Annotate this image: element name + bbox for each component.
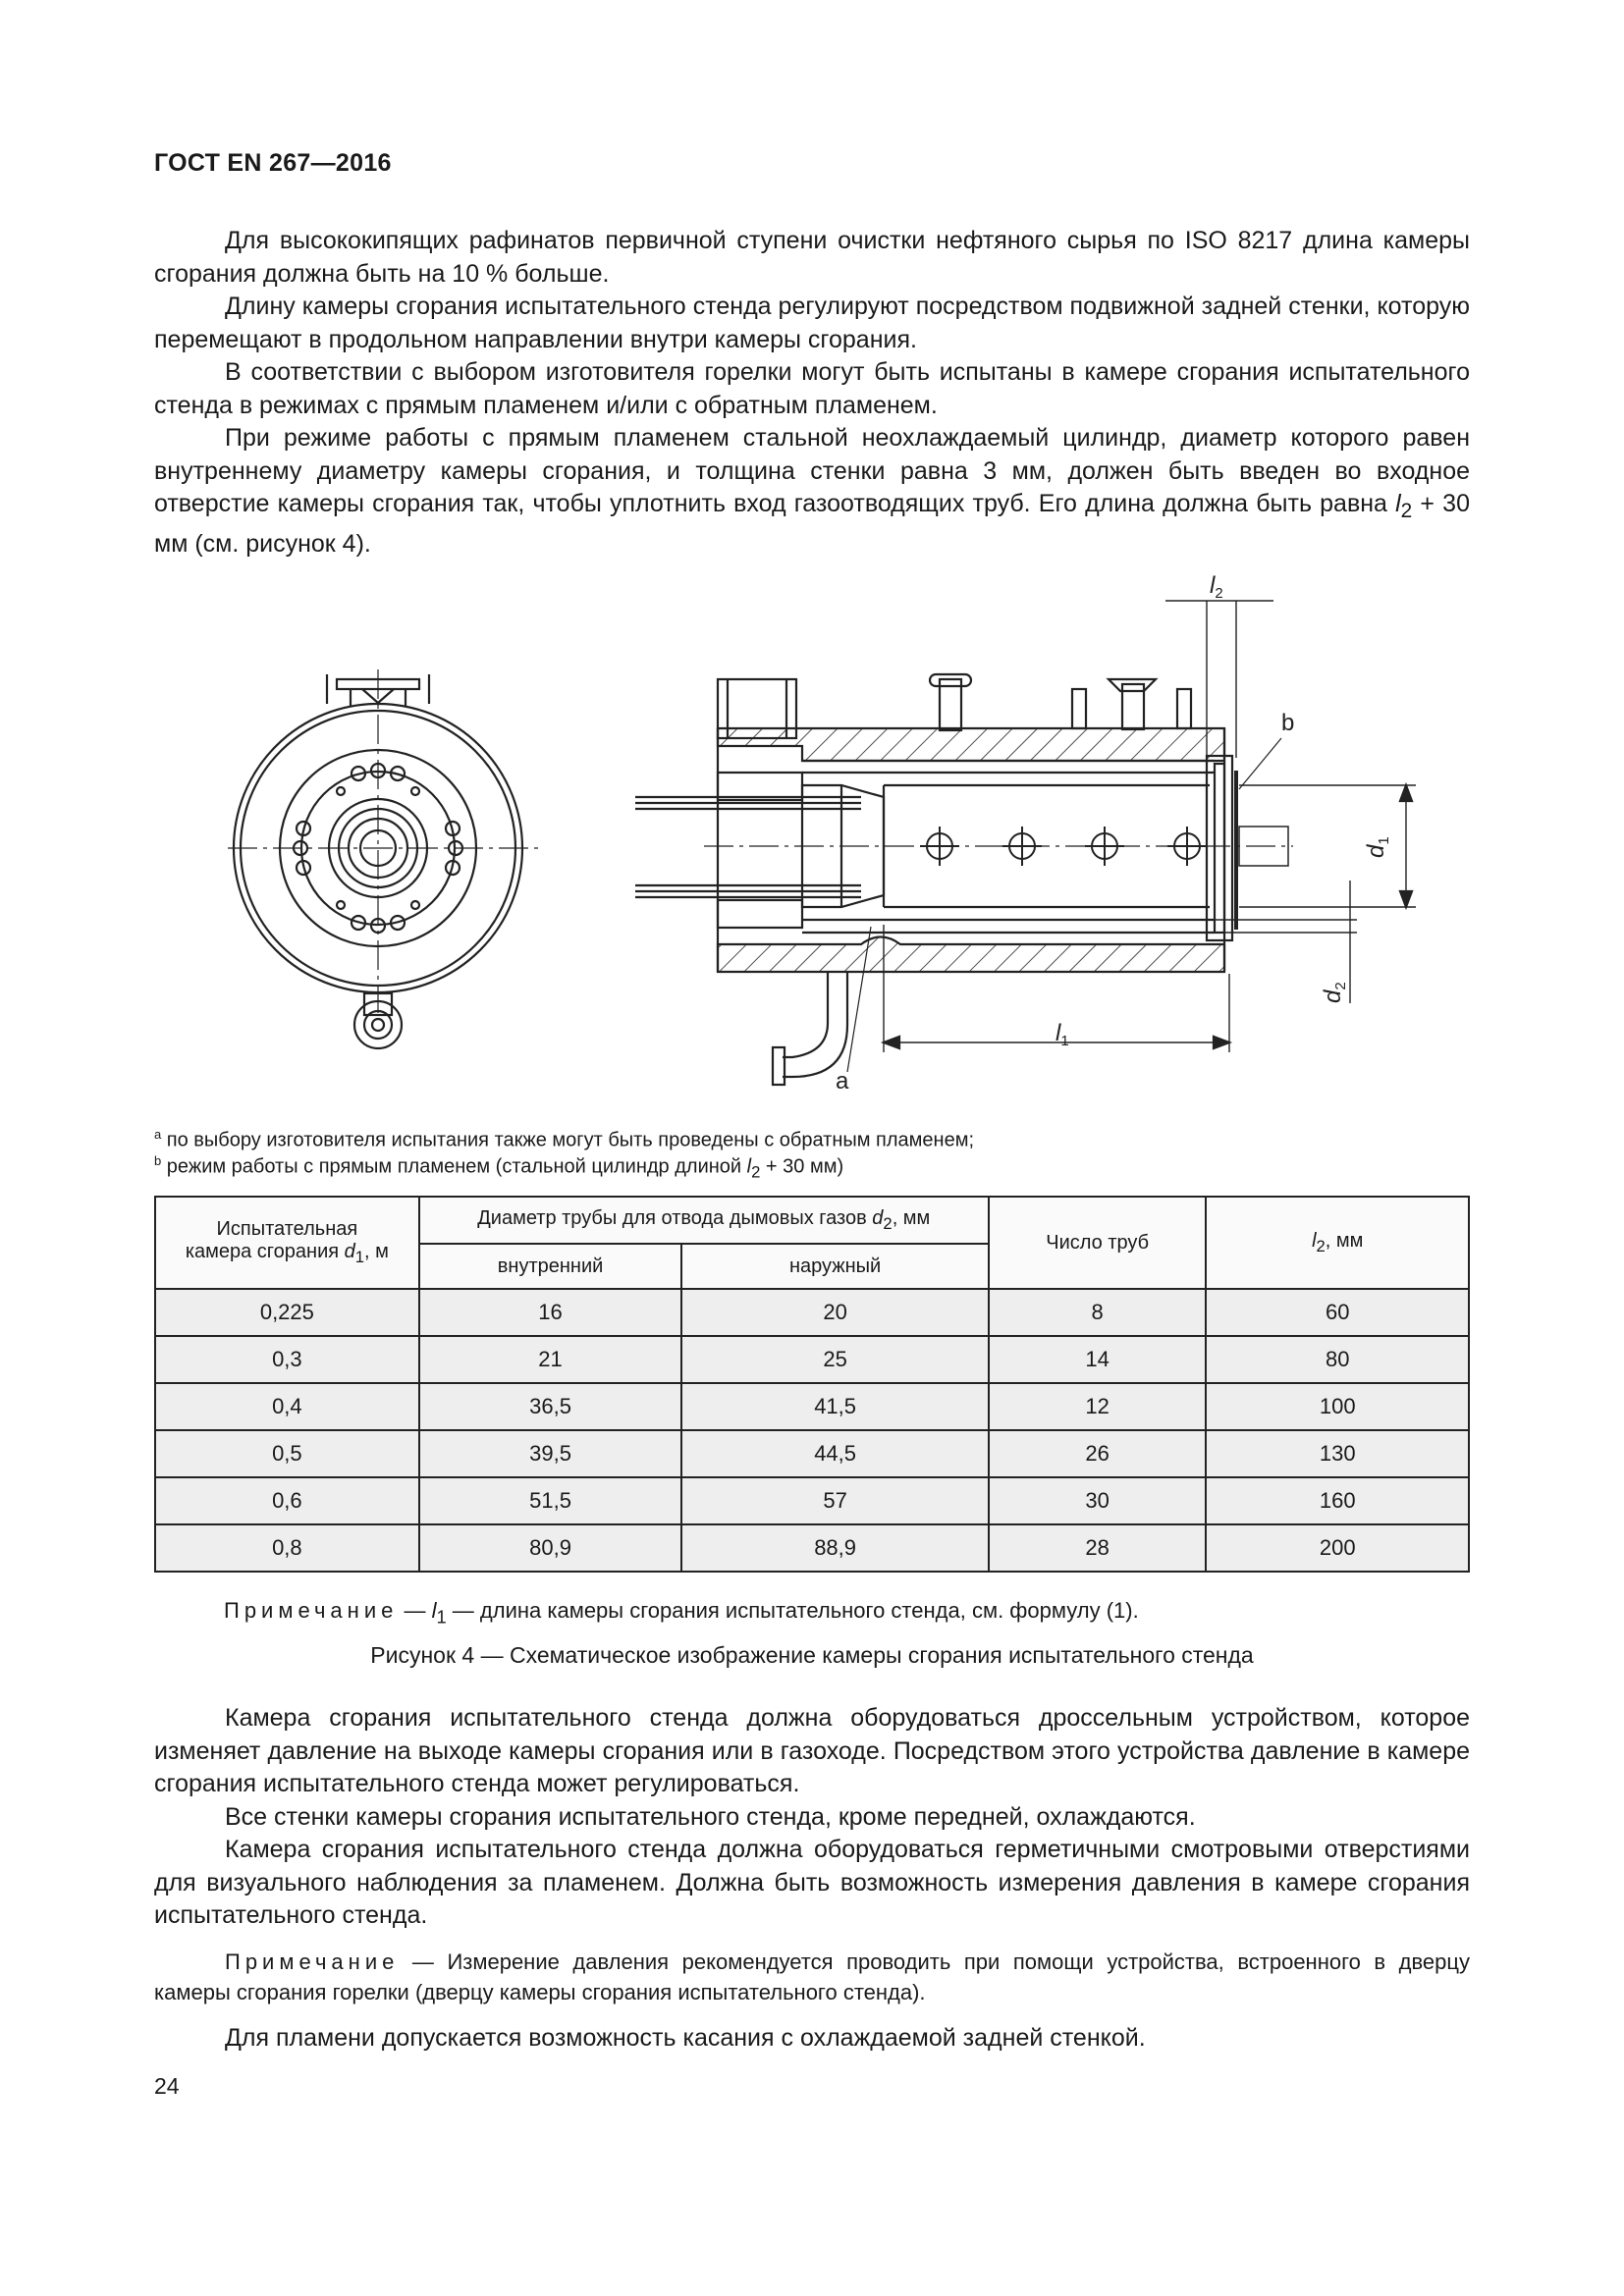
footnote-b: $^b$ режим работы с прямым пламенем (стальной цилиндр длиной $l_2 + 30$ мм) xyxy=(154,1153,844,1182)
table-cell: 30 xyxy=(989,1477,1207,1524)
table-cell: 0,6 xyxy=(155,1477,419,1524)
table-cell: 0,5 xyxy=(155,1430,419,1477)
document-header: ГОСТ EN 267—2016 xyxy=(154,149,392,177)
col-chamber-header: Испытательная камера сгорания $d_1$, м xyxy=(155,1197,419,1289)
pipe-dimensions-table xyxy=(154,1196,1470,1573)
paragraph: В соответствии с выбором изготовителя горелки могут быть испытаны в камере сгорания испытательного стенда в режимах с прямым пламенем и/или с обратным пламенем. xyxy=(154,358,1470,419)
table-cell: 25 xyxy=(681,1336,989,1383)
table-cell: 0,4 xyxy=(155,1383,419,1430)
col-l2-header: $l_2$, мм xyxy=(1206,1197,1469,1289)
table-cell: 130 xyxy=(1206,1430,1469,1477)
table-cell: 80 xyxy=(1206,1336,1469,1383)
table-cell: 36,5 xyxy=(419,1383,682,1430)
side-section-view xyxy=(635,601,1416,1085)
paragraph: Для высококипящих рафинатов первичной ступени очистки нефтяного сырья по ISO 8217 длина камеры сгорания должна быть на 10 % больше. xyxy=(154,227,1470,288)
table-cell: 200 xyxy=(1206,1524,1469,1572)
table-cell: 20 xyxy=(681,1289,989,1336)
paragraph: Длину камеры сгорания испытательного стенда регулируют посредством подвижной задней стенки, которую перемещают в продольном направлении внутри камеры сгорания. xyxy=(154,293,1470,353)
col-outer-header: наружный xyxy=(681,1244,989,1289)
col-diameter-header: Диаметр трубы для отвода дымовых газов $d_2$, мм xyxy=(419,1197,989,1244)
paragraph: Камера сгорания испытательного стенда должна оборудоваться герметичными смотровыми отверстиями для визуального наблюдения за пламенем. Должна быть возможность измерения давления в камере сгорания испытательного стенда. xyxy=(154,1836,1470,1929)
bottom-note: Примечание — Измерение давления рекомендуется проводить при помощи устройства, встроенного в дверцу камеры сгорания горелки (дверцу камеры сгорания испытательного стенда). xyxy=(154,1949,1470,2004)
table-cell: 57 xyxy=(681,1477,989,1524)
figure-note: Примечание — $l_1$ — длина камеры сгорания испытательного стенда, см. формулу (1). xyxy=(224,1598,1139,1628)
label-l2: $l_2$ xyxy=(1210,572,1223,602)
col-inner-header: внутренний xyxy=(419,1244,682,1289)
svg-text:d1: $d_1$ xyxy=(1363,836,1392,858)
table-cell: 41,5 xyxy=(681,1383,989,1430)
table-cell: 16 xyxy=(419,1289,682,1336)
table-row xyxy=(155,1524,1469,1572)
front-view xyxy=(228,669,542,1048)
table-cell: 100 xyxy=(1206,1383,1469,1430)
label-d1 xyxy=(1363,836,1392,858)
label-l1: $l_1$ xyxy=(1056,1020,1069,1049)
table-cell: 12 xyxy=(989,1383,1207,1430)
table-cell: 160 xyxy=(1206,1477,1469,1524)
table-cell: 51,5 xyxy=(419,1477,682,1524)
table-cell: 14 xyxy=(989,1336,1207,1383)
table-cell: 0,225 xyxy=(155,1289,419,1336)
table-row xyxy=(155,1289,1469,1336)
table-cell: 8 xyxy=(989,1289,1207,1336)
col-count-header: Число труб xyxy=(989,1197,1207,1289)
table-cell: 28 xyxy=(989,1524,1207,1572)
table-cell: 0,8 xyxy=(155,1524,419,1572)
table-row xyxy=(155,1430,1469,1477)
table-row xyxy=(155,1336,1469,1383)
label-b: b xyxy=(1281,710,1295,736)
table-cell: 21 xyxy=(419,1336,682,1383)
table-cell: 60 xyxy=(1206,1289,1469,1336)
table-cell: 26 xyxy=(989,1430,1207,1477)
svg-text:d2: $d_2$ xyxy=(1320,982,1349,1003)
page-number: 24 xyxy=(154,2073,180,2099)
table-cell: 39,5 xyxy=(419,1430,682,1477)
paragraph: Камера сгорания испытательного стенда должна оборудоваться дроссельным устройством, которое изменяет давление на выходе камеры сгорания или в газоходе. Посредством этого устройства давление в камере сгорания испытательного стенда может регулироваться. xyxy=(154,1704,1470,1797)
table-cell: 0,3 xyxy=(155,1336,419,1383)
table-row xyxy=(155,1477,1469,1524)
paragraph: Все стенки камеры сгорания испытательного стенда, кроме передней, охлаждаются. xyxy=(225,1803,1196,1831)
table-cell: 80,9 xyxy=(419,1524,682,1572)
paragraph: При режиме работы с прямым пламенем стальной неохлаждаемый цилиндр, диаметр которого равен внутреннему диаметру камеры сгорания, и толщина стенки равна 3 мм, должен быть введен во входное отверстие камеры сгорания так, чтобы уплотнить вход газоотводящих труб. Его длина должна быть равна $l_2 + 30$ мм (см. рисунок 4). xyxy=(154,424,1470,558)
figure-caption: Рисунок 4 — Схематическое изображение камеры сгорания испытательного стенда xyxy=(370,1642,1254,1668)
table-row xyxy=(155,1383,1469,1430)
table-cell: 88,9 xyxy=(681,1524,989,1572)
label-a: a xyxy=(836,1068,849,1095)
label-d2 xyxy=(1320,982,1349,1003)
paragraph: Для пламени допускается возможность касания с охлаждаемой задней стенкой. xyxy=(225,2024,1146,2052)
combustion-chamber-drawing xyxy=(154,561,1470,1096)
footnote-a: $^a$ по выбору изготовителя испытания также могут быть проведены с обратным пламенем; xyxy=(154,1127,975,1151)
table-cell: 44,5 xyxy=(681,1430,989,1477)
